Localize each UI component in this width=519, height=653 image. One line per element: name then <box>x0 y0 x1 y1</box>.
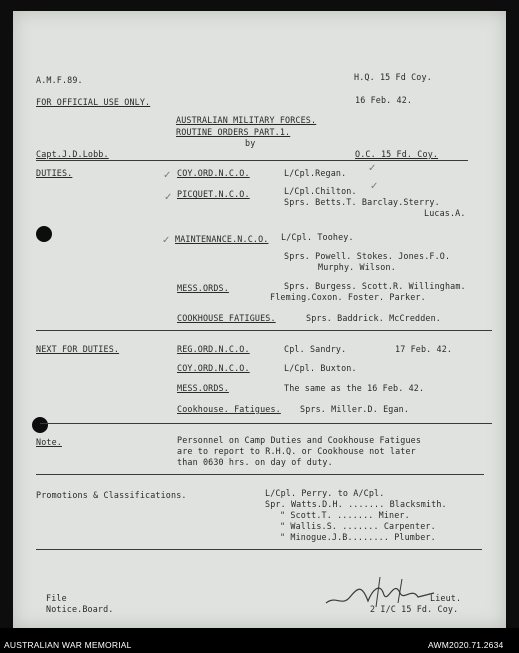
promotion-line-3: " Scott.T. ....... Miner. <box>280 510 410 520</box>
next-coy-ord-label: COY.ORD.N.C.O. <box>177 363 250 373</box>
picquet-label: PICQUET.N.C.O. <box>177 189 250 199</box>
mess-ords-line1: Sprs. Burgess. Scott.R. Willingham. <box>284 281 466 291</box>
note-line-3: than 0630 hrs. on day of duty. <box>177 457 333 467</box>
promotions-heading: Promotions & Classifications. <box>36 490 187 500</box>
document-subtitle: ROUTINE ORDERS PART.1. <box>176 127 291 137</box>
check-mark: ✓ <box>164 192 173 203</box>
document-date: 16 Feb. 42. <box>355 95 413 105</box>
section-rule <box>36 549 482 550</box>
duties-heading: DUTIES. <box>36 168 73 178</box>
picquet-sappers: Sprs. Betts.T. Barclay.Sterry. <box>284 197 440 207</box>
check-mark: ✓ <box>368 163 377 174</box>
next-cookhouse-value: Sprs. Miller.D. Egan. <box>300 404 410 414</box>
promotion-line-4: " Wallis.S. ....... Carpenter. <box>280 521 436 531</box>
classification: FOR OFFICIAL USE ONLY. <box>36 97 151 107</box>
reg-ord-value: Cpl. Sandry. <box>284 344 347 354</box>
next-mess-ords-label: MESS.ORDS. <box>177 383 229 393</box>
mess-ords-label: MESS.ORDS. <box>177 283 229 293</box>
signatory-rank: Lieut. <box>430 593 462 603</box>
by-label: by <box>245 138 256 148</box>
punch-hole-top <box>36 226 52 242</box>
coy-ord-label: COY.ORD.N.C.O. <box>177 168 250 178</box>
promotion-line-2: Spr. Watts.D.H. ....... Blacksmith. <box>265 499 447 509</box>
maintenance-value: L/Cpl. Toohey. <box>281 232 354 242</box>
notice-board-label: Notice.Board. <box>46 604 114 614</box>
signatory-role: 2 I/C 15 Fd. Coy. <box>370 604 459 614</box>
unit-name: H.Q. 15 Fd Coy. <box>354 72 432 82</box>
section-rule <box>36 330 492 331</box>
note-heading: Note. <box>36 437 62 447</box>
coy-ord-value: L/Cpl.Regan. <box>284 168 347 178</box>
check-mark: ✓ <box>370 181 379 192</box>
next-cookhouse-label: Cookhouse. Fatigues. <box>177 404 281 414</box>
cookhouse-value: Sprs. Baddrick. McCredden. <box>306 313 441 323</box>
next-coy-ord-value: L/Cpl. Buxton. <box>284 363 357 373</box>
file-label: File <box>46 593 67 603</box>
header-rule <box>36 160 468 161</box>
note-line-1: Personnel on Camp Duties and Cookhouse Fatigues <box>177 435 422 445</box>
archive-name: AUSTRALIAN WAR MEMORIAL <box>4 640 132 650</box>
note-line-2: are to report to R.H.Q. or Cookhouse not later <box>177 446 416 456</box>
section-rule <box>36 474 484 475</box>
maintenance-label: MAINTENANCE.N.C.O. <box>175 234 269 244</box>
archive-id: AWM2020.71.2634 <box>428 640 504 650</box>
picquet-value: L/Cpl.Chilton. <box>284 186 357 196</box>
check-mark: ✓ <box>163 170 172 181</box>
check-mark: ✓ <box>162 235 171 246</box>
next-date: 17 Feb. 42. <box>395 344 453 354</box>
cookhouse-label: COOKHOUSE FATIGUES. <box>177 313 276 323</box>
punch-hole-bottom <box>32 417 48 433</box>
mess-ords-line2: Fleming.Coxon. Foster. Parker. <box>270 292 426 302</box>
document-title: AUSTRALIAN MILITARY FORCES. <box>176 115 317 125</box>
officer-role: O.C. 15 Fd. Coy. <box>355 149 439 159</box>
document-reference: A.M.F.89. <box>36 75 83 85</box>
reg-ord-label: REG.ORD.N.C.O. <box>177 344 250 354</box>
next-mess-ords-value: The same as the 16 Feb. 42. <box>284 383 425 393</box>
promotion-line-5: " Minogue.J.B........ Plumber. <box>280 532 436 542</box>
promotion-line-1: L/Cpl. Perry. to A/Cpl. <box>265 488 385 498</box>
next-duties-heading: NEXT FOR DUTIES. <box>36 344 120 354</box>
maintenance-sappers: Sprs. Powell. Stokes. Jones.F.O. <box>284 251 451 261</box>
maintenance-sappers-cont: Murphy. Wilson. <box>318 262 396 272</box>
section-rule <box>40 423 492 424</box>
officer-name: Capt.J.D.Lobb. <box>36 149 109 159</box>
picquet-sappers-cont: Lucas.A. <box>424 208 466 218</box>
